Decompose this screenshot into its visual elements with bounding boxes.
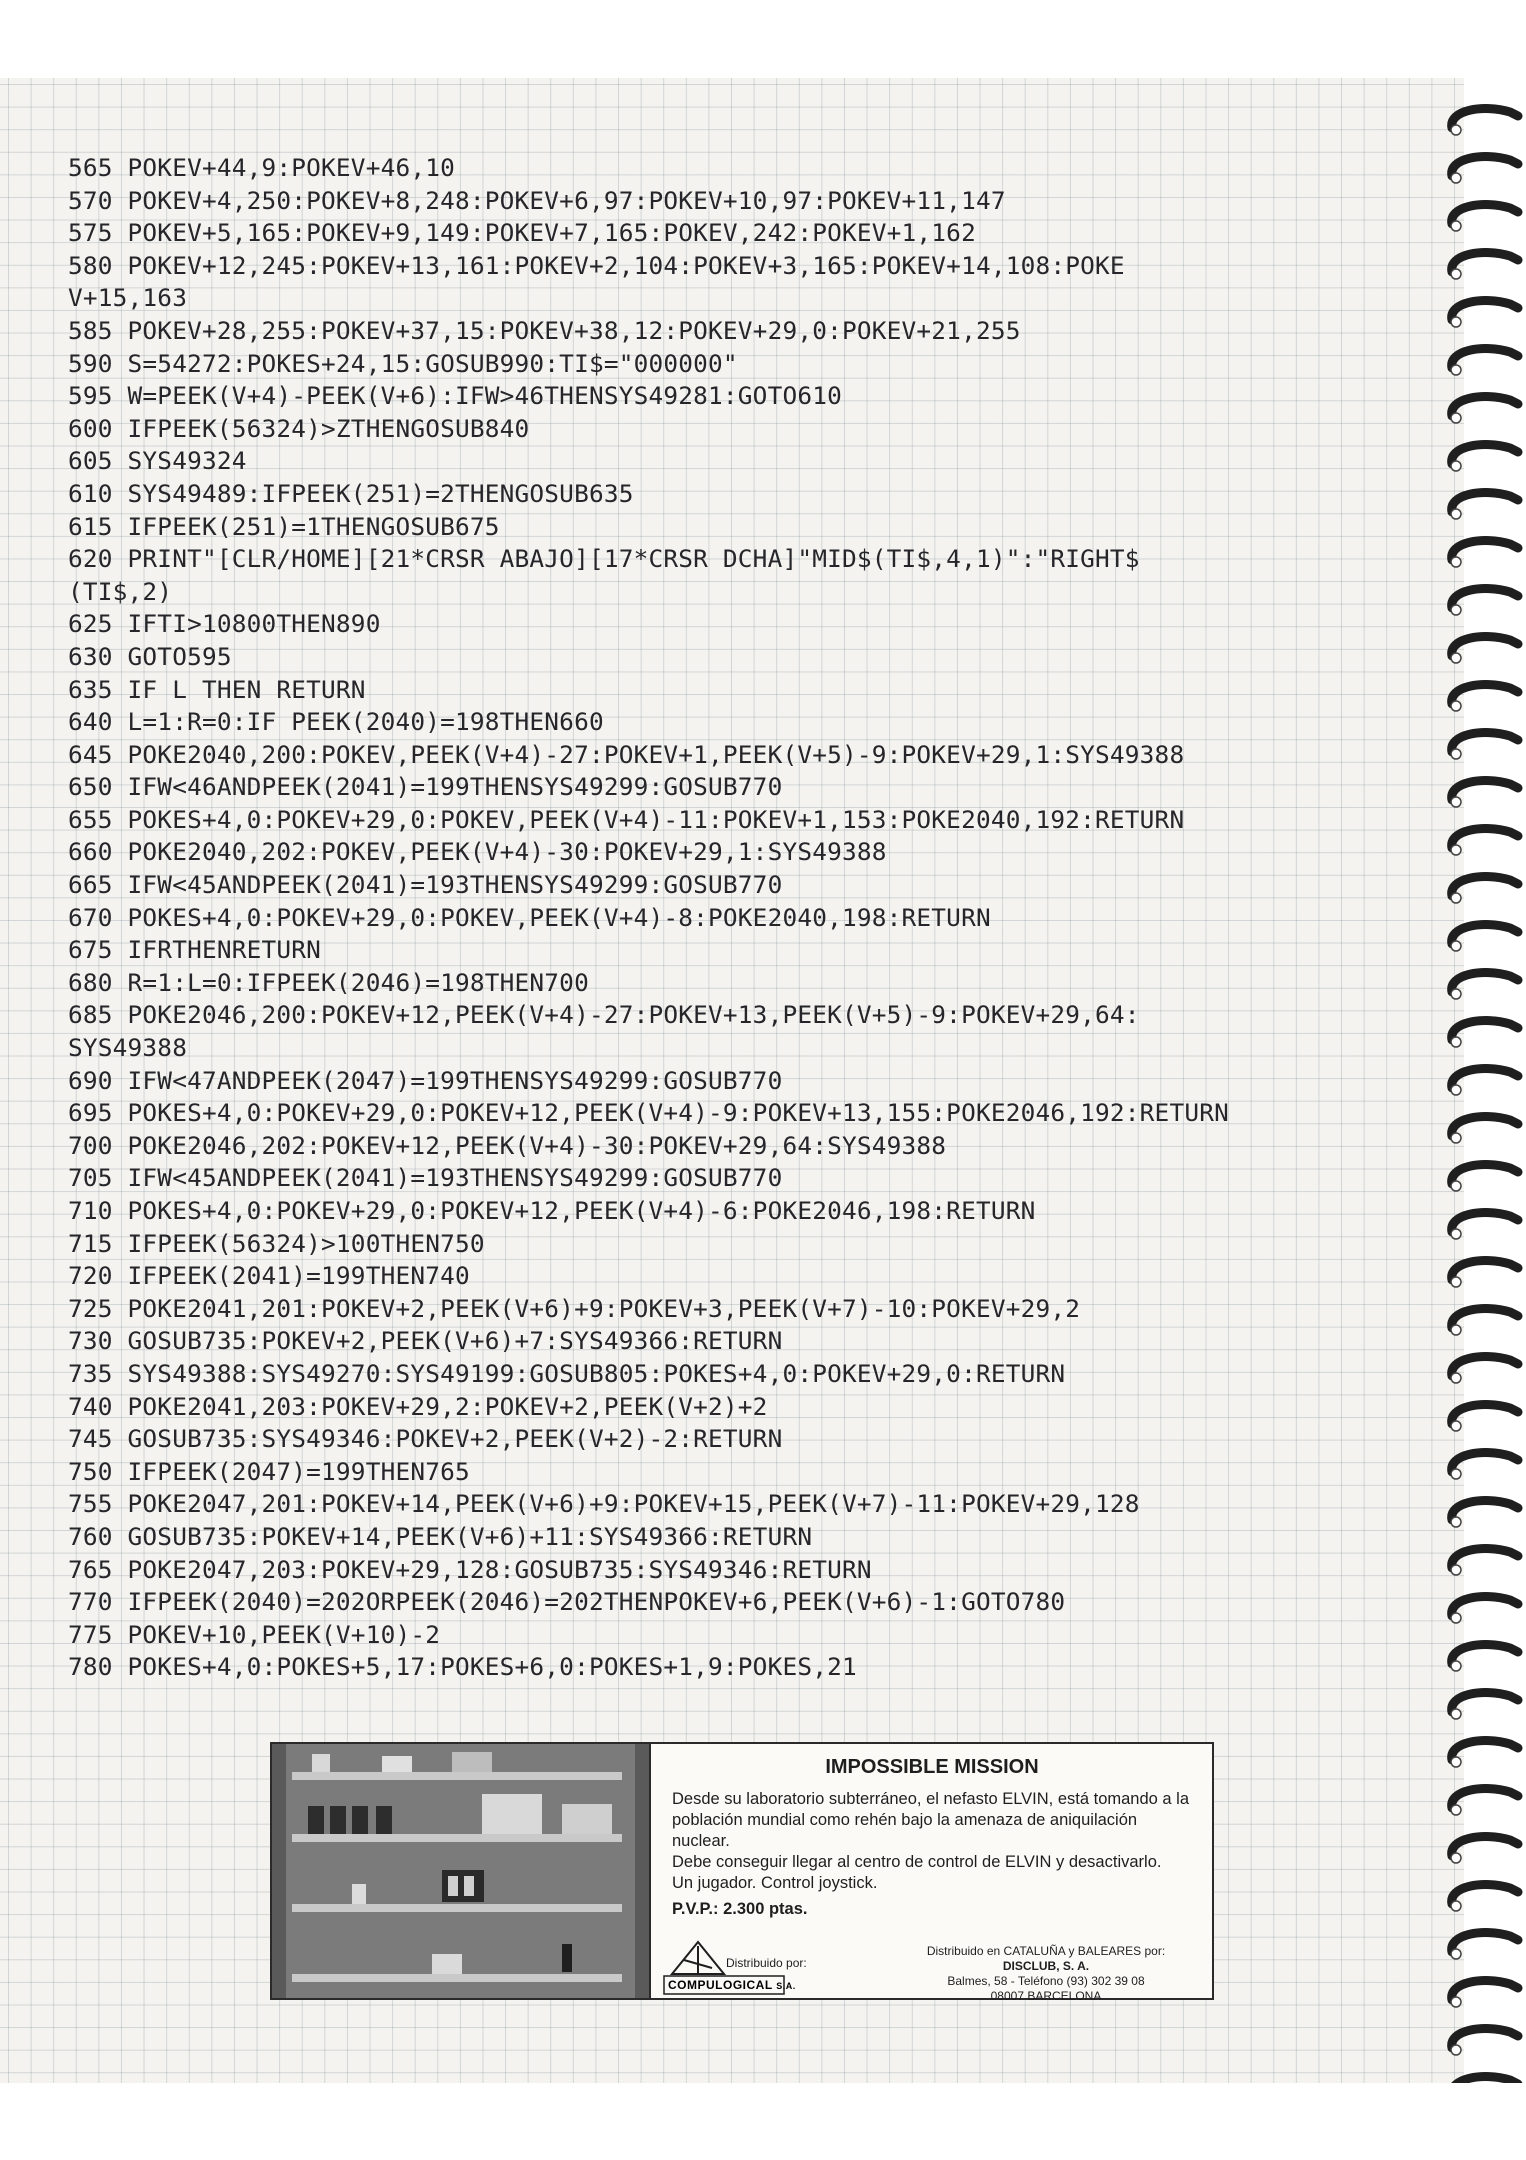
spiral-loop <box>1452 109 1518 128</box>
code-line: (TI$,2) <box>68 576 173 606</box>
code-line: SYS49388 <box>68 1033 188 1063</box>
spiral-loop <box>1452 1117 1518 1136</box>
code-line: 620 PRINT"[CLR/HOME][21*CRSR ABAJO][17*CRSR DCHA]"MID$(TI$,4,1)":"RIGHT$ <box>68 544 1140 574</box>
game-screenshot-image <box>272 1744 649 1998</box>
code-line: 645 POKE2040,200:POKEV,PEEK(V+4)-27:POKEV+1,PEEK(V+5)-9:POKEV+29,1:SYS49388 <box>68 739 1185 769</box>
punch-hole <box>1451 1277 1461 1287</box>
punch-hole <box>1451 221 1461 231</box>
code-line: 595 W=PEEK(V+4)-PEEK(V+6):IFW>46THENSYS49281:GOTO610 <box>68 381 842 411</box>
spiral-loop <box>1452 493 1518 512</box>
game-title: IMPOSSIBLE MISSION <box>825 1756 1039 1778</box>
ad-players: Un jugador. Control joystick. <box>672 1874 878 1892</box>
spiral-loop <box>1452 157 1518 176</box>
punch-hole <box>1451 605 1461 615</box>
spiral-loop <box>1452 733 1518 752</box>
price: P.V.P.: 2.300 ptas. <box>672 1900 808 1918</box>
code-line: 675 IFRTHENRETURN <box>68 935 322 965</box>
spiral-loop <box>1452 1069 1518 1088</box>
spiral-loop <box>1452 1597 1518 1616</box>
punch-hole <box>1451 893 1461 903</box>
code-line: 765 POKE2047,203:POKEV+29,128:GOSUB735:SYS49346:RETURN <box>68 1554 872 1584</box>
spiral-binding <box>1432 78 1526 2083</box>
punch-hole <box>1451 413 1461 423</box>
code-line: 570 POKEV+4,250:POKEV+8,248:POKEV+6,97:POKEV+10,97:POKEV+11,147 <box>68 185 1006 215</box>
regional-company: DISCLUB, S. A. <box>1002 1959 1090 1973</box>
code-line: 580 POKEV+12,245:POKEV+13,161:POKEV+2,104:POKEV+3,165:POKEV+14,108:POKE <box>68 250 1125 280</box>
punch-hole <box>1451 749 1461 759</box>
code-line: 760 GOSUB735:POKEV+14,PEEK(V+6)+11:SYS49366:RETURN <box>68 1521 813 1551</box>
spiral-loop <box>1452 397 1518 416</box>
spiral-loop <box>1452 301 1518 320</box>
code-line: 650 IFW<46ANDPEEK(2041)=199THENSYS49299:GOSUB770 <box>68 772 783 802</box>
basic-listing <box>68 152 1368 1684</box>
punch-hole <box>1451 1613 1461 1623</box>
spiral-loop <box>1452 1453 1518 1472</box>
spiral-loop <box>1452 2029 1518 2048</box>
code-line: 730 GOSUB735:POKEV+2,PEEK(V+6)+7:SYS49366:RETURN <box>68 1326 783 1356</box>
code-line: 635 IF L THEN RETURN <box>68 674 366 704</box>
punch-hole <box>1451 173 1461 183</box>
punch-hole <box>1451 1661 1461 1671</box>
spiral-loop <box>1452 2077 1518 2083</box>
spiral-loop <box>1452 1837 1518 1856</box>
punch-hole <box>1451 1517 1461 1527</box>
punch-hole <box>1451 1805 1461 1815</box>
punch-hole <box>1451 941 1461 951</box>
ad-description: Desde su laboratorio subterráneo, el nefasto ELVIN, está tomando a la población mundial como rehén bajo la amenaza de aniquilación nuclear. <box>672 1790 1190 1850</box>
spiral-loop <box>1452 1645 1518 1664</box>
code-line: 715 IFPEEK(56324)>100THEN750 <box>68 1228 485 1258</box>
punch-hole <box>1451 125 1461 135</box>
regional-address: Balmes, 58 - Teléfono (93) 302 39 08 <box>947 1974 1145 1988</box>
code-line: 735 SYS49388:SYS49270:SYS49199:GOSUB805:POKES+4,0:POKEV+29,0:RETURN <box>68 1358 1066 1388</box>
code-line: 680 R=1:L=0:IFPEEK(2046)=198THEN700 <box>68 967 589 997</box>
code-line: 685 POKE2046,200:POKEV+12,PEEK(V+4)-27:POKEV+13,PEEK(V+5)-9:POKEV+29,64: <box>68 1000 1140 1030</box>
spiral-loop <box>1452 541 1518 560</box>
ad-footer <box>662 1940 1202 2003</box>
spiral-loop <box>1452 1021 1518 1040</box>
spiral-loop <box>1452 1549 1518 1568</box>
code-line: 600 IFPEEK(56324)>ZTHENGOSUB840 <box>68 413 530 443</box>
punch-hole <box>1451 1373 1461 1383</box>
code-line: 750 IFPEEK(2047)=199THEN765 <box>68 1456 470 1486</box>
punch-hole <box>1451 989 1461 999</box>
regional-heading: Distribuido en CATALUÑA y BALEARES por: <box>926 1944 1166 1958</box>
spiral-loop <box>1452 253 1518 272</box>
code-line: 780 POKES+4,0:POKES+5,17:POKES+6,0:POKES+1,9:POKES,21 <box>68 1652 857 1682</box>
punch-hole <box>1451 1229 1461 1239</box>
ad-goal: Debe conseguir llegar al centro de control de ELVIN y desactivarlo. <box>672 1853 1162 1871</box>
punch-hole <box>1451 1085 1461 1095</box>
spiral-loop <box>1452 349 1518 368</box>
spiral-loop <box>1452 781 1518 800</box>
code-line: 615 IFPEEK(251)=1THENGOSUB675 <box>68 511 500 541</box>
spiral-loop <box>1452 1741 1518 1760</box>
spiral-loop <box>1452 925 1518 944</box>
code-line: 745 GOSUB735:SYS49346:POKEV+2,PEEK(V+2)-2:RETURN <box>68 1424 783 1454</box>
code-line: 630 GOTO595 <box>68 641 232 671</box>
logo-name: COMPULOGICAL <box>668 1978 773 1992</box>
code-line: 725 POKE2041,201:POKEV+2,PEEK(V+6)+9:POKEV+3,PEEK(V+7)-10:POKEV+29,2 <box>68 1293 1081 1323</box>
spiral-loop <box>1452 1165 1518 1184</box>
punch-hole <box>1451 365 1461 375</box>
punch-hole <box>1451 1853 1461 1863</box>
punch-hole <box>1451 1709 1461 1719</box>
spiral-loop <box>1452 829 1518 848</box>
code-line: 655 POKES+4,0:POKEV+29,0:POKEV,PEEK(V+4)-11:POKEV+1,153:POKE2040,192:RETURN <box>68 804 1185 834</box>
code-line: 710 POKES+4,0:POKEV+29,0:POKEV+12,PEEK(V+4)-6:POKE2046,198:RETURN <box>68 1196 1036 1225</box>
spiral-loop <box>1452 1309 1518 1328</box>
spiral-loop <box>1452 1789 1518 1808</box>
regional-distributor <box>886 1944 1206 2004</box>
punch-hole <box>1451 461 1461 471</box>
spiral-loop <box>1452 1933 1518 1952</box>
punch-hole <box>1451 1997 1461 2007</box>
code-line: 610 SYS49489:IFPEEK(251)=2THENGOSUB635 <box>68 478 634 508</box>
punch-hole <box>1451 797 1461 807</box>
code-line: 695 POKES+4,0:POKEV+29,0:POKEV+12,PEEK(V+4)-9:POKEV+13,155:POKE2046,192:RETURN <box>68 1098 1229 1128</box>
code-line: 690 IFW<47ANDPEEK(2047)=199THENSYS49299:GOSUB770 <box>68 1065 783 1095</box>
spiral-loop <box>1452 1357 1518 1376</box>
spiral-loop <box>1452 205 1518 224</box>
punch-hole <box>1451 2045 1461 2055</box>
punch-hole <box>1451 653 1461 663</box>
punch-hole <box>1451 317 1461 327</box>
punch-hole <box>1451 509 1461 519</box>
punch-hole <box>1451 1325 1461 1335</box>
code-line: 565 POKEV+44,9:POKEV+46,10 <box>68 153 455 182</box>
spiral-loop <box>1452 589 1518 608</box>
game-advertisement <box>270 1742 1214 2003</box>
code-line: 740 POKE2041,203:POKEV+29,2:POKEV+2,PEEK(V+2)+2 <box>68 1391 768 1421</box>
code-line: 755 POKE2047,201:POKEV+14,PEEK(V+6)+9:POKEV+15,PEEK(V+7)-11:POKEV+29,128 <box>68 1489 1140 1519</box>
punch-hole <box>1451 269 1461 279</box>
punch-hole <box>1451 1181 1461 1191</box>
spiral-loop <box>1452 1693 1518 1712</box>
punch-hole <box>1451 1565 1461 1575</box>
punch-hole <box>1451 1757 1461 1767</box>
code-line: 720 IFPEEK(2041)=199THEN740 <box>68 1261 470 1291</box>
spiral-loop <box>1452 1501 1518 1520</box>
code-line: 700 POKE2046,202:POKEV+12,PEEK(V+4)-30:POKEV+29,64:SYS49388 <box>68 1130 947 1160</box>
punch-hole <box>1451 701 1461 711</box>
punch-hole <box>1451 1901 1461 1911</box>
code-line: 775 POKEV+10,PEEK(V+10)-2 <box>68 1619 441 1649</box>
spiral-loop <box>1452 445 1518 464</box>
spiral-loop <box>1452 1261 1518 1280</box>
punch-hole <box>1451 1133 1461 1143</box>
spiral-loop <box>1452 1405 1518 1424</box>
spiral-loop <box>1452 973 1518 992</box>
code-line: 605 SYS49324 <box>68 446 247 476</box>
advert-copy <box>672 1756 1192 1919</box>
spiral-loop <box>1452 877 1518 896</box>
code-line: 640 L=1:R=0:IF PEEK(2040)=198THEN660 <box>68 707 604 737</box>
code-line: 670 POKES+4,0:POKEV+29,0:POKEV,PEEK(V+4)-8:POKE2040,198:RETURN <box>68 902 991 932</box>
punch-hole <box>1451 1037 1461 1047</box>
punch-hole <box>1451 1949 1461 1959</box>
game-screenshot <box>272 1744 651 1998</box>
logo-suffix: S.A. <box>776 1981 796 1991</box>
punch-hole <box>1451 557 1461 567</box>
punch-hole <box>1451 1421 1461 1431</box>
spiral-loop <box>1452 637 1518 656</box>
code-line: 705 IFW<45ANDPEEK(2041)=193THENSYS49299:GOSUB770 <box>68 1163 783 1193</box>
spiral-loop <box>1452 1213 1518 1232</box>
logo-wordmark <box>668 1978 796 1992</box>
spiral-loop <box>1452 1885 1518 1904</box>
code-line: 625 IFTI>10800THEN890 <box>68 609 381 639</box>
code-line: 770 IFPEEK(2040)=202ORPEEK(2046)=202THENPOKEV+6,PEEK(V+6)-1:GOTO780 <box>68 1587 1066 1617</box>
code-line: 575 POKEV+5,165:POKEV+9,149:POKEV+7,165:POKEV,242:POKEV+1,162 <box>68 218 976 248</box>
code-line: V+15,163 <box>68 283 188 313</box>
spiral-loop <box>1452 685 1518 704</box>
code-line: 585 POKEV+28,255:POKEV+37,15:POKEV+38,12:POKEV+29,0:POKEV+21,255 <box>68 315 1021 345</box>
regional-city: 08007 BARCELONA <box>990 1989 1102 2003</box>
punch-hole <box>1451 1469 1461 1479</box>
distributor-label: Distribuido por: <box>726 1956 807 1970</box>
punch-hole <box>1451 845 1461 855</box>
spiral-loop <box>1452 1981 1518 2000</box>
code-line: 660 POKE2040,202:POKEV,PEEK(V+4)-30:POKEV+29,1:SYS49388 <box>68 837 887 867</box>
code-line: 590 S=54272:POKES+24,15:GOSUB990:TI$="000000" <box>68 348 738 378</box>
code-line: 665 IFW<45ANDPEEK(2041)=193THENSYS49299:GOSUB770 <box>68 870 783 900</box>
